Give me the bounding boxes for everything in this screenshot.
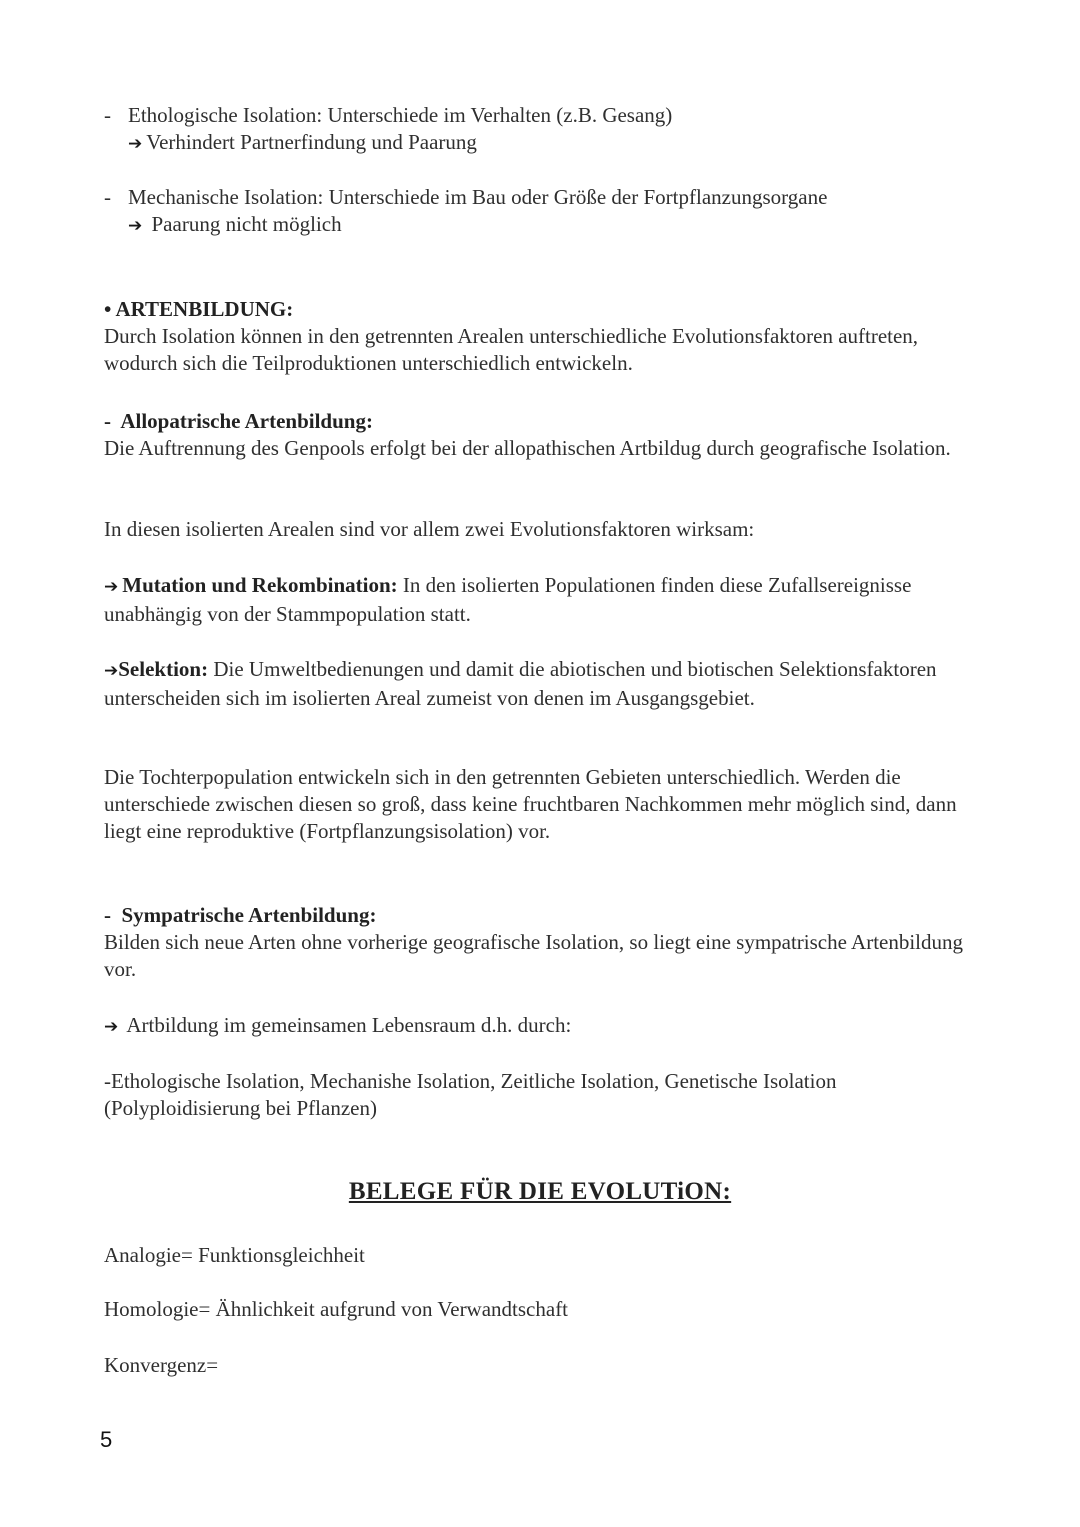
subsection-text: Bilden sich neue Arten ohne vorherige geografische Isolation, so liegt eine sympatrische Artenbildung vor. [104,930,964,981]
page-number: 5 [100,1427,113,1452]
section-intro: Durch Isolation können in den getrennten Arealen unterschiedliche Evolutionsfaktoren auftreten, wodurch sich die Teilproduktionen unterschiedlich entwickeln. [104,324,919,375]
subsection-title-text: Sympatrische Artenbildung: [121,903,377,927]
section-artenbildung [104,296,984,377]
dash-marker: - [104,409,111,433]
subsection-title [104,902,984,929]
definition-homologie: Homologie= Ähnlichkeit aufgrund von Verwandtschaft [104,1297,569,1321]
isolation-result-text: Verhindert Partnerfindung und Paarung [146,130,477,154]
factor-label: Mutation und Rekombination: [122,573,398,597]
section-title-text: ARTENBILDUNG: [115,297,294,321]
isolation-result-text: Paarung nicht möglich [151,212,342,236]
isolation-text: Mechanische Isolation: Unterschiede im Bau oder Größe der Fortpflanzungsorgane [128,185,828,209]
dash-marker: - [104,103,111,127]
arrow-icon: ➔ [104,577,119,597]
isolation-result [128,211,984,240]
arrow-icon: ➔ [104,1017,119,1037]
section-allopatrisch [104,408,984,462]
isolation-text: Ethologische Isolation: Unterschiede im Verhalten (z.B. Gesang) [128,103,673,127]
sympatrisch-list: -Ethologische Isolation, Mechanishe Isolation, Zeitliche Isolation, Genetische Isolation (Polyploidisierung bei Pflanzen) [104,1069,837,1120]
dash-marker: - [104,903,111,927]
factors-intro: In diesen isolierten Arealen sind vor allem zwei Evolutionsfaktoren wirksam: [104,517,755,541]
factor-selektion [104,656,984,712]
factor-text: Die Umweltbedienungen und damit die abiotischen und biotischen Selektionsfaktoren unterscheiden sich im isolierten Areal zumeist von denen im Ausgangsgebiet. [104,657,937,710]
arrow-icon: ➔ [128,134,143,154]
sympatrisch-arrow-line [104,1012,984,1041]
section-sympatrisch [104,902,984,983]
subsection-title-text: Allopatrische Artenbildung: [120,409,373,433]
page-heading: BELEGE FÜR DIE EVOLUTiON: [348,1178,732,1205]
isolation-item-ethologisch [104,102,984,158]
subsection-text: Die Auftrennung des Genpools erfolgt bei der allopathischen Artbildug durch geografische Isolation. [104,436,951,460]
factor-mutation [104,572,984,628]
allopatrisch-conclusion: Die Tochterpopulation entwickeln sich in den getrennten Gebieten unterschiedlich. Werden die unterschiede zwischen diesen so groß, dass keine fruchtbaren Nachkommen mehr möglich sind, dann liegt eine reproduktive (Fortpflanzungsisolation) vor. [104,765,957,843]
subsection-title [104,408,984,435]
bullet-icon: • [104,297,112,321]
arrow-line-text: Artbildung im gemeinsamen Lebensraum d.h. durch: [126,1013,572,1037]
isolation-item-mechanisch [104,184,984,240]
definition-analogie: Analogie= Funktionsgleichheit [104,1243,365,1267]
section-title [104,296,984,323]
isolation-result [128,129,984,158]
arrow-icon: ➔ [104,661,119,681]
factor-label: Selektion: [118,657,209,681]
arrow-icon: ➔ [128,216,143,236]
factor-text: In den isolierten Populationen finden diese Zufallsereignisse unabhängig von der Stammpopulation statt. [104,573,912,626]
dash-marker: - [104,185,111,209]
definition-konvergenz: Konvergenz= [104,1353,219,1377]
